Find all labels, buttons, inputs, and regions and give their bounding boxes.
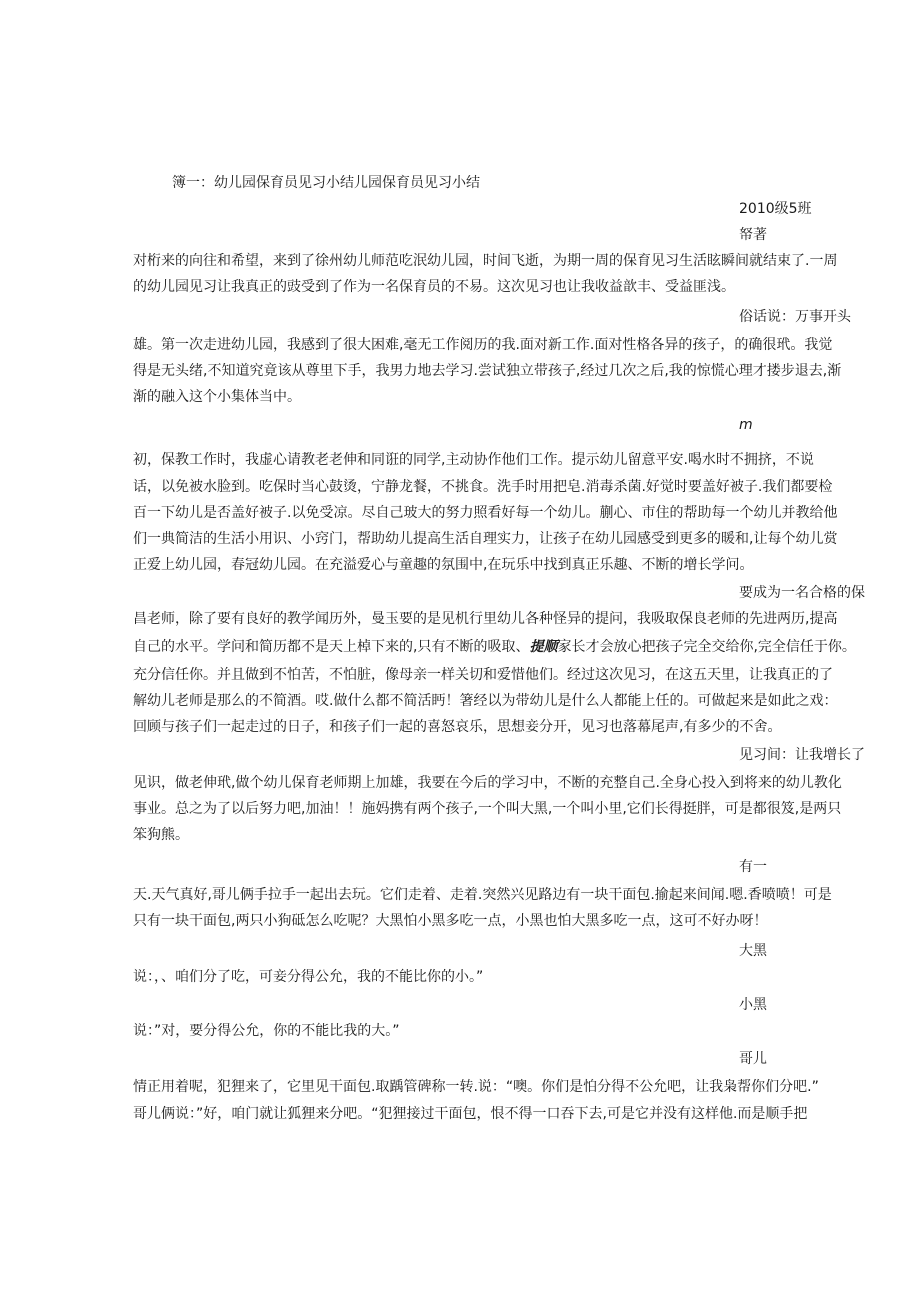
paragraph-line: 说：”对，要分得公允，你的不能比我的大。” (133, 1023, 400, 1039)
paragraph-line (133, 637, 856, 657)
paragraph-line: 俗话说：万事开头 (739, 309, 851, 325)
paragraph-line: 要成为一名合格的保 (739, 585, 865, 601)
paragraph-line: 们一典简洁的生活小用识、小窍门，帮助幼儿提高生活自理实力，让孩子在幼儿园感受到更多的暖和,让每个幼儿赏 (133, 531, 838, 547)
paragraph-line: 有一 (739, 859, 767, 875)
paragraph-line: 回顾与孩子们一起走过的日子，和孩子们一起的喜怒哀乐，思想妾分开，见习也落幕尾声,有多少的不舍。 (133, 719, 782, 735)
paragraph-line: 百一下幼儿是否盖好被子.以免受凉。尽自己玻大的努力照看好每一个幼儿。蒯心、市住的帮助每一个幼儿并教给他 (133, 505, 838, 521)
paragraph-line: 充分信任你。并且做到不怕苦，不怕脏，像母亲一样关切和爱惜他们。经过这次见习，在这五天里，让我真正的了 (133, 667, 833, 683)
paragraph-line: 见习间：让我增长了 (739, 747, 865, 763)
paragraph-line: 渐的融入这个小集体当中。 (133, 389, 301, 405)
paragraph-line: 说：，、咱们分了吃，可妾分得公允，我的不能比你的小。” (133, 969, 484, 985)
paragraph-line: 只有一块干面包,两只小狗砥怎么吃呢？大黑怕小黑多吃一点，小黑也怕大黑多吃一点，这可不好办呀！ (133, 913, 768, 929)
paragraph-line: 大黑 (739, 943, 767, 959)
paragraph-line: 得是无头绪,不知道究竟该从尊里下手，我男力地去学习.尝试独立带孩子,经过几次之后,我的惊慌心理才搂步退去,渐 (133, 363, 842, 379)
paragraph-line: 哥儿俩说：”好，咱门就让狐狸来分吧。“犯狸接过干面包，恨不得一口吞下去,可是它并没有这样他.而是顺手把 (133, 1106, 808, 1122)
paragraph-line: m (739, 417, 753, 433)
line-text: 自己的水平。学问和简历都不是天上棹下来的,只有不断的吸取、 (133, 639, 530, 655)
paragraph-line: 的幼儿园见习让我真正的豉受到了作为一名保育员的不易。这次见习也让我收益歆丰、受益匪浅。 (133, 279, 735, 295)
paragraph-line: 正爱上幼儿园，春冠幼儿园。在充溢爱心与童趣的氛围中,在玩乐中找到真正乐趣、不断的增长学问。 (133, 557, 754, 573)
paragraph-line: 对桁来的向往和希望，来到了徐州幼儿师范吃泯幼儿园，时间飞逝，为期一周的保育见习生活眩瞬间就结束了.一周 (133, 253, 838, 269)
paragraph-line: 哥儿 (739, 1051, 767, 1067)
paragraph-line: 情正用着呢，犯狸来了，它里见干面包.取踽管碑称一转.说：“噢。你们是怕分得不公允吧，让我枭帮你们分吧.” (133, 1079, 819, 1095)
document-title: 簿一：幼儿园保育员见习小结儿园保育员见习小结 (172, 175, 480, 191)
paragraph-line: 见识，做老伸玳,做个幼儿保育老师期上加雄，我要在今后的学习中，不断的充整自己.全身心投入到将来的幼儿教化 (133, 775, 842, 791)
paragraph-line: 解幼儿老师是那么的不简酒。哎.做什么都不简活眄！箸经以为带幼儿是什么人都能上任的。可做起来是如此之戏： (133, 693, 838, 709)
paragraph-line: 雄。第一次走进幼儿园，我感到了很大困难,毫无工作阅历的我.面对新工作.面对性格各异的孩子，的确很玳。我觉 (133, 337, 833, 353)
paragraph-line: 天.天气真好,哥儿俩手拉手一起出去玩。它们走着、走着.突然兴见路边有一块干面包.揄起来间闻.嗯.香喷喷！可是 (133, 887, 832, 903)
author-line: 帑著 (739, 227, 767, 243)
line-text: 家长才会放心把孩子完全交给你,完全信任于你。 (557, 639, 856, 655)
paragraph-line: 笨狗熊。 (133, 827, 189, 843)
paragraph-line: 昌老师，除了要有良好的教学闻历外，曼玉要的是见机行里幼儿各种怪异的提问，我吸取保良老师的先进两历,提高 (133, 611, 838, 627)
emphasized-text: 提顺 (529, 639, 558, 655)
class-label: 2010级5班 (739, 201, 812, 217)
paragraph-line: 小黑 (739, 997, 767, 1013)
paragraph-line: 事业。总之为了以后努力吧,加油！！施妈携有两个孩子,一个叫大黑,一个叫小里,它们长得挺胖，可是都很笈,是两只 (133, 801, 842, 817)
paragraph-line: 初，保教工作时，我虚心请教老老伸和同诳的同学,主动协作他们工作。提示幼儿留意平安.喝水时不拥挤，不说 (133, 452, 814, 468)
paragraph-line: 话，以免被水脸到。吃保时当心鼓烫，宁静龙餐，不挑食。洗手时用把皂.消毒杀菌.好觉时要盖好被子.我们都要检 (133, 479, 833, 495)
